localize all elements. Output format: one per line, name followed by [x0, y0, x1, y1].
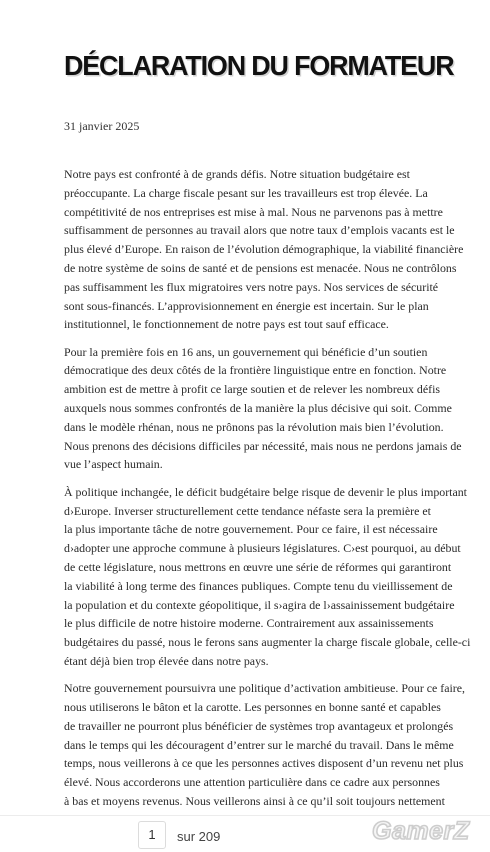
- text-line: institutionnel, le fonctionnement de notre pays est tout sauf efficace.: [64, 317, 389, 332]
- text-line: Nous prenons des décisions difficiles par nécessité, mais nous ne perdons jamais de: [64, 438, 462, 453]
- text-line: le plus difficile de notre histoire moderne. Contrairement aux assainissements: [64, 616, 434, 631]
- text-line: nous utiliserons le bâton et la carotte. Les personnes en bonne santé et capables: [64, 700, 441, 715]
- text-line: sont sous-financés. L’approvisionnement en énergie est incertain. Sur le plan: [64, 298, 429, 313]
- document-title: DÉCLARATION DU FORMATEUR: [64, 50, 454, 81]
- text-line: À politique inchangée, le déficit budgétaire belge risque de devenir le plus important: [64, 484, 467, 499]
- text-line: plus élevé d’Europe. En raison de l’évolution démographique, la viabilité financière: [64, 242, 464, 257]
- text-line: dans le modèle rhénan, nous ne prônons pas la révolution mais bien l’évolution.: [64, 419, 444, 434]
- text-line: à bas et moyens revenus. Nous veillerons ainsi à ce qu’il soit toujours nettement: [64, 794, 445, 808]
- text-line: d›Europe. Inverser structurellement cette tendance néfaste sera la première et: [64, 503, 431, 518]
- text-line: de travailler ne pourront plus bénéficier de systèmes trop avantageux et prolongés: [64, 718, 454, 733]
- text-line: de cette législature, nous mettrons en œuvre une série de réformes qui garantiront: [64, 559, 452, 574]
- paragraph: [64, 165, 484, 334]
- text-line: la plus importante tâche de notre gouvernement. Pour ce faire, il est nécessaire: [64, 522, 438, 537]
- paragraph: [64, 679, 484, 829]
- paragraph: [64, 483, 484, 671]
- page-total-label: sur 209: [177, 829, 221, 844]
- text-line: d›adopter une approche commune à plusieurs législatures. C›est pourquoi, au début: [64, 541, 461, 556]
- text-line: la viabilité à long terme des finances publiques. Compte tenu du vieillissement de: [64, 578, 453, 593]
- text-line: la population et du contexte géopolitique, il s›agira de l›assainissement budgétaire: [64, 597, 455, 612]
- text-line: suffisamment de personnes au travail alors que notre taux d’emplois vacants est le: [64, 223, 455, 238]
- text-line: élevé. Nous accorderons une attention particulière dans ce cadre aux personnes: [64, 775, 440, 790]
- text-line: ambition est de mettre à profit ce large soutien et de relever les nombreux défis: [64, 382, 441, 397]
- text-line: démocratique des deux côtés de la frontière linguistique entre en fonction. Notre: [64, 363, 447, 378]
- document-body: [64, 165, 484, 838]
- paragraph: [64, 343, 484, 475]
- text-line: temps, nous veillerons à ce que les personnes actives disposent d’un revenu net plus: [64, 756, 464, 771]
- page-number-input[interactable]: 1: [138, 821, 166, 849]
- text-line: Notre pays est confronté à de grands défis. Notre situation budgétaire est: [64, 167, 410, 181]
- text-line: vue l’aspect humain.: [64, 457, 163, 472]
- watermark-text: GamerZ: [372, 817, 470, 845]
- text-line: étant déjà bien trop élevée dans notre pays.: [64, 653, 269, 668]
- text-line: préoccupante. La charge fiscale pesant sur les travailleurs est trop élevée. La: [64, 185, 428, 200]
- text-line: dans le temps qui les découragent d’entrer sur le marché du travail. Dans le même: [64, 737, 454, 752]
- text-line: budgétaires du passé, nous le ferons sans augmenter la charge fiscale globale, celle-ci: [64, 635, 471, 650]
- gamerz-watermark-logo: [370, 809, 488, 849]
- document-date: 31 janvier 2025: [64, 119, 140, 133]
- text-line: Pour la première fois en 16 ans, un gouvernement qui bénéficie d’un soutien: [64, 344, 428, 359]
- text-line: auxquels nous sommes confrontés de la manière la plus décisive qui soit. Comme: [64, 401, 452, 416]
- text-line: compétitivité de nos entreprises est mise à mal. Nous ne parvenons pas à mettre: [64, 204, 443, 219]
- text-line: pas suffisamment les flux migratoires vers notre pays. Nos services de sécurité: [64, 279, 439, 294]
- text-line: de notre système de soins de santé et de pensions est menacée. Nous ne contrôlons: [64, 260, 457, 275]
- text-line: Notre gouvernement poursuivra une politique d’activation ambitieuse. Pour ce faire,: [64, 681, 466, 696]
